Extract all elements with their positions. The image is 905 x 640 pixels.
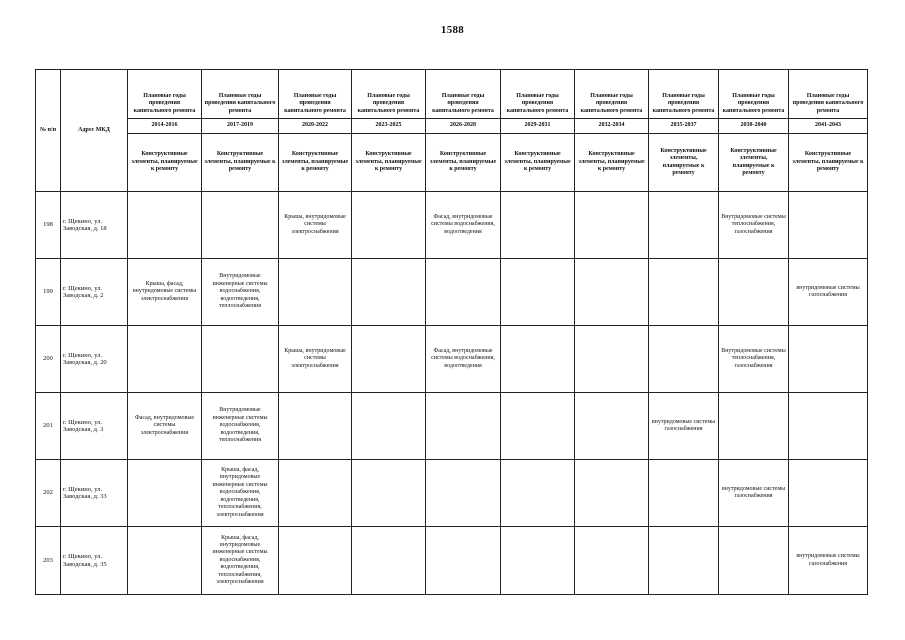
repair-cell [128,527,202,595]
row-number: 198 [36,192,61,259]
repair-cell: Фасад, внутридомовые системы водоснабжения, водоотведения [426,192,501,259]
table-row [36,527,868,595]
year-range-header: 2038-2040 [719,119,789,134]
repair-cell [649,259,719,326]
repair-cell: внутридомовые системы газоснабжения [789,259,868,326]
table-row [36,460,868,527]
repair-cell: Крыша, фасад, внутридомовые инженерные системы водоснабжения, водоотведения, теплоснабжения, электроснабжения [202,527,279,595]
repair-cell [352,393,426,460]
repair-cell [501,393,575,460]
repair-cell [426,259,501,326]
repair-cell [789,393,868,460]
repair-cell [501,527,575,595]
table-row [36,393,868,460]
page-number: 1588 [440,24,465,36]
planned-years-header: Плановые годы проведения капитального ремонта [649,70,719,119]
repair-cell [649,460,719,527]
repair-cell [128,326,202,393]
elements-header: Конструктивные элементы, планируемые к ремонту [128,134,202,192]
repair-cell: внутридомовые системы газоснабжения [719,460,789,527]
capital-repair-table [35,69,868,595]
elements-header: Конструктивные элементы, планируемые к ремонту [202,134,279,192]
repair-cell [501,192,575,259]
planned-years-header: Плановые годы проведения капитального ремонта [352,70,426,119]
year-range-header: 2014-2016 [128,119,202,134]
row-number: 201 [36,393,61,460]
row-number: 203 [36,527,61,595]
year-range-header: 2017-2019 [202,119,279,134]
table-row [36,326,868,393]
table-row [36,192,868,259]
planned-years-header: Плановые годы проведения капитального ремонта [128,70,202,119]
address-cell: г. Щекино, ул. Заводская, д. 18 [61,192,128,259]
repair-cell [501,326,575,393]
row-number: 202 [36,460,61,527]
column-header-address: Адрес МКД [61,70,128,192]
repair-cell [352,460,426,527]
year-range-header: 2041-2043 [789,119,868,134]
repair-cell [649,527,719,595]
repair-cell [128,460,202,527]
repair-cell [202,326,279,393]
repair-cell [279,527,352,595]
year-range-header: 2026-2028 [426,119,501,134]
repair-cell [575,527,649,595]
elements-header: Конструктивные элементы, планируемые к ремонту [575,134,649,192]
year-range-header: 2032-2034 [575,119,649,134]
elements-header: Конструктивные элементы, планируемые к ремонту [501,134,575,192]
planned-years-header: Плановые годы проведения капитального ремонта [501,70,575,119]
planned-years-header: Плановые годы проведения капитального ремонта [202,70,279,119]
repair-cell: внутридомовые системы газоснабжения [789,527,868,595]
repair-cell [279,393,352,460]
repair-cell [352,259,426,326]
planned-years-header: Плановые годы проведения капитального ремонта [719,70,789,119]
repair-cell [649,326,719,393]
repair-cell: Крыша, фасад, внутридомовые системы электроснабжения [128,259,202,326]
header-row-years [36,119,868,134]
table-row [36,259,868,326]
year-range-header: 2020-2022 [279,119,352,134]
repair-cell: Внутридомовые инженерные системы водоснабжения, водоотведения, теплоснабжения [202,259,279,326]
year-range-header: 2023-2025 [352,119,426,134]
row-number: 200 [36,326,61,393]
repair-cell [649,192,719,259]
repair-cell [789,192,868,259]
repair-cell [279,259,352,326]
year-range-header: 2035-2037 [649,119,719,134]
address-cell: г. Щекино, ул. Заводская, д. 2 [61,259,128,326]
repair-cell [789,326,868,393]
repair-cell [352,326,426,393]
planned-years-header: Плановые годы проведения капитального ремонта [575,70,649,119]
planned-years-header: Плановые годы проведения капитального ремонта [789,70,868,119]
address-cell: г. Щекино, ул. Заводская, д. 35 [61,527,128,595]
repair-cell [575,259,649,326]
repair-cell [789,460,868,527]
address-cell: г. Щекино, ул. Заводская, д. 3 [61,393,128,460]
elements-header: Конструктивные элементы, планируемые к ремонту [352,134,426,192]
repair-cell [352,527,426,595]
elements-header: Конструктивные элементы, планируемые к ремонту [649,134,719,192]
repair-cell [575,393,649,460]
repair-cell [575,460,649,527]
repair-cell [501,259,575,326]
repair-cell: Внутридомовые инженерные системы водоснабжения, водоотведения, теплоснабжения [202,393,279,460]
repair-cell: Внутридомовые системы теплоснабжения, газоснабжения [719,326,789,393]
column-header-number: № п/п [36,70,61,192]
address-cell: г. Щекино, ул. Заводская, д. 33 [61,460,128,527]
repair-cell [719,393,789,460]
year-range-header: 2029-2031 [501,119,575,134]
repair-cell: Крыша, внутридомовые системы электроснабжения [279,326,352,393]
elements-header: Конструктивные элементы, планируемые к ремонту [426,134,501,192]
header-row-elements [36,134,868,192]
repair-cell: Фасад, внутридомовые системы электроснабжения [128,393,202,460]
repair-cell [128,192,202,259]
planned-years-header: Плановые годы проведения капитального ремонта [279,70,352,119]
repair-cell: внутридомовые системы газоснабжения [649,393,719,460]
repair-cell [202,192,279,259]
repair-cell [719,527,789,595]
elements-header: Конструктивные элементы, планируемые к ремонту [789,134,868,192]
repair-cell [426,393,501,460]
repair-cell: Фасад, внутридомовые системы водоснабжения, водоотведения [426,326,501,393]
header-row-planned [36,70,868,119]
address-cell: г. Щекино, ул. Заводская, д. 20 [61,326,128,393]
planned-years-header: Плановые годы проведения капитального ремонта [426,70,501,119]
elements-header: Конструктивные элементы, планируемые к ремонту [279,134,352,192]
repair-cell [575,192,649,259]
repair-cell [575,326,649,393]
repair-cell [279,460,352,527]
repair-cell: Крыша, внутридомовые системы электроснабжения [279,192,352,259]
repair-cell [426,527,501,595]
repair-cell [719,259,789,326]
elements-header: Конструктивные элементы, планируемые к ремонту [719,134,789,192]
repair-cell: Внутридомовые системы теплоснабжения, газоснабжения [719,192,789,259]
repair-cell [501,460,575,527]
repair-cell [352,192,426,259]
row-number: 199 [36,259,61,326]
repair-cell [426,460,501,527]
repair-cell: Крыша, фасад, внутридомовые инженерные системы водоснабжения, водоотведения, теплоснабжения, электроснабжения [202,460,279,527]
